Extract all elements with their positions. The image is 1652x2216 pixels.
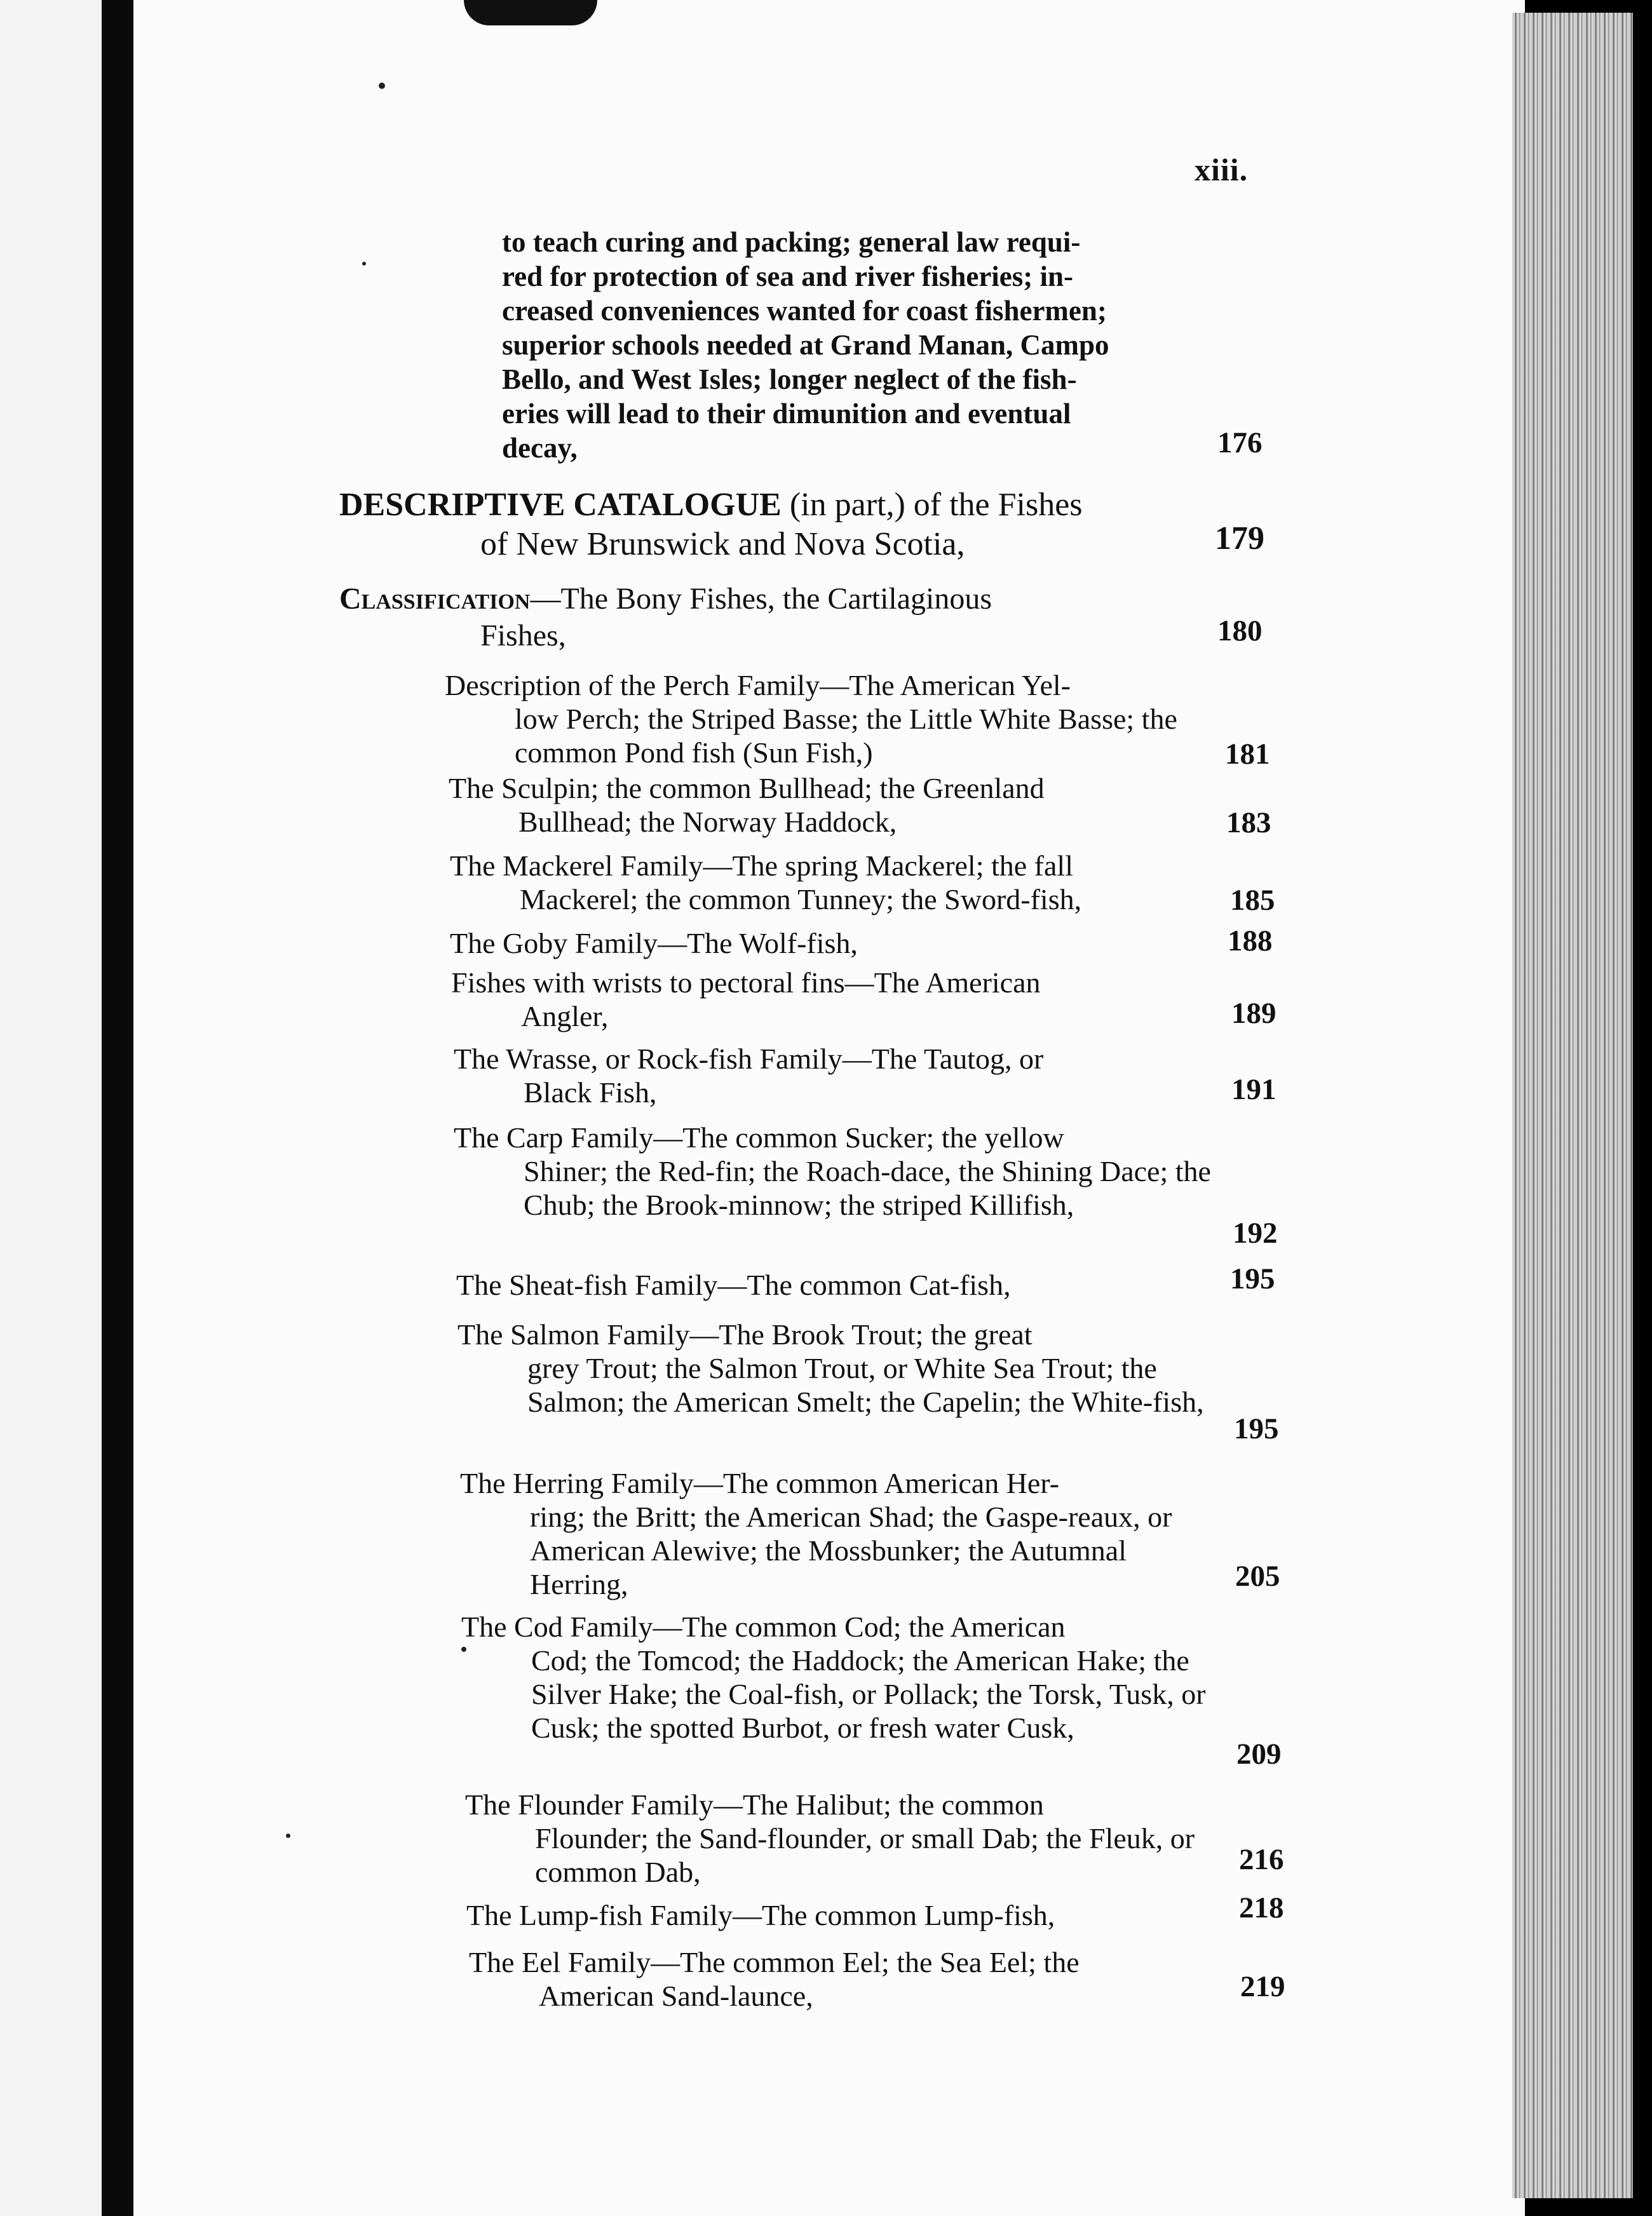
text-line: superior schools needed at Grand Manan, Campo bbox=[502, 329, 1109, 361]
catalogue-title: DESCRIPTIVE CATALOGUE bbox=[339, 487, 782, 523]
page-ref: 176 bbox=[1217, 426, 1263, 459]
page-ref: 216 bbox=[1239, 1843, 1284, 1876]
toc-entry bbox=[445, 668, 1214, 769]
toc-entry bbox=[454, 1121, 1222, 1222]
ink-speck bbox=[286, 1834, 290, 1838]
text-line: decay, bbox=[502, 432, 578, 464]
entry-first-line: The Carp Family—The common Sucker; the yellow bbox=[454, 1121, 1064, 1154]
entry-continuation: Angler, bbox=[521, 1000, 609, 1032]
text-line: creased conveniences wanted for coast fishermen; bbox=[502, 295, 1107, 327]
entry-first-line: The Mackerel Family—The spring Mackerel; the fall bbox=[450, 849, 1073, 882]
page-ref: 195 bbox=[1230, 1262, 1275, 1295]
page-ref: 181 bbox=[1225, 738, 1270, 771]
classification-text-2: Fishes, bbox=[480, 619, 566, 652]
page-ref: 188 bbox=[1228, 924, 1273, 957]
book-gutter bbox=[102, 0, 133, 2216]
catalogue-subtitle: (in part,) of the Fishes bbox=[781, 487, 1083, 523]
entry-continuation: grey Trout; the Salmon Trout, or White Sea Trout; the Salmon; the American Smelt; the Capelin; the White-fish, bbox=[527, 1352, 1204, 1418]
continued-entry bbox=[502, 225, 1207, 465]
entry-continuation: Mackerel; the common Tunney; the Sword-fish, bbox=[520, 883, 1082, 915]
entry-continuation: Cod; the Tomcod; the Haddock; the American Hake; the Silver Hake; the Coal-fish, or Pollack; the Torsk, Tusk, or Cusk; the spotted Burbot, or fresh water Cusk, bbox=[531, 1644, 1206, 1744]
toc-entry bbox=[466, 1898, 1235, 1932]
toc-entry bbox=[450, 849, 1219, 916]
entry-continuation: Black Fish, bbox=[524, 1076, 657, 1109]
toc-entry bbox=[456, 1268, 1225, 1302]
entry-first-line: The Sculpin; the common Bullhead; the Greenland bbox=[449, 772, 1045, 804]
toc-entry bbox=[460, 1466, 1229, 1601]
page-edges bbox=[1512, 13, 1633, 2198]
text-line: Bello, and West Isles; longer neglect of the fish- bbox=[502, 363, 1077, 395]
entry-first-line: The Sheat-fish Family—The common Cat-fish, bbox=[456, 1269, 1011, 1301]
classification-heading: Classification bbox=[339, 582, 531, 616]
catalogue-region: of New Brunswick and Nova Scotia, bbox=[480, 526, 965, 562]
catalogue-heading bbox=[339, 485, 1203, 564]
page-ref: 191 bbox=[1231, 1073, 1276, 1106]
ink-speck bbox=[362, 262, 366, 266]
page-ref: 179 bbox=[1215, 520, 1264, 557]
page-ref: 219 bbox=[1240, 1970, 1285, 2003]
entry-first-line: The Flounder Family—The Halibut; the common bbox=[465, 1788, 1044, 1821]
entry-first-line: Fishes with wrists to pectoral fins—The American bbox=[451, 966, 1041, 999]
page-ref: 209 bbox=[1236, 1738, 1282, 1771]
page-ref: 218 bbox=[1239, 1891, 1284, 1924]
ink-blot bbox=[464, 0, 597, 25]
entry-continuation: American Sand-launce, bbox=[539, 1980, 813, 2012]
page-ref: 185 bbox=[1230, 884, 1275, 917]
text-line: red for protection of sea and river fisheries; in- bbox=[502, 260, 1074, 292]
entry-continuation: Flounder; the Sand-flounder, or small Dab; the Fleuk, or common Dab, bbox=[535, 1822, 1195, 1888]
entry-continuation: ring; the Britt; the American Shad; the Gaspe-reaux, or American Alewive; the Mossbunker; the Autumnal Herring, bbox=[530, 1501, 1172, 1600]
facing-page-edge bbox=[0, 0, 102, 2216]
page-number: xiii. bbox=[1195, 152, 1249, 187]
page-ref: 189 bbox=[1231, 997, 1276, 1030]
entry-first-line: The Salmon Family—The Brook Trout; the great bbox=[457, 1318, 1032, 1351]
ink-speck bbox=[379, 83, 385, 89]
text-line: eries will lead to their dimunition and eventual bbox=[502, 398, 1071, 429]
entry-first-line: The Eel Family—The common Eel; the Sea Eel; the bbox=[469, 1946, 1080, 1978]
toc-entry bbox=[457, 1318, 1226, 1419]
page-ref: 205 bbox=[1235, 1560, 1280, 1593]
entry-first-line: Description of the Perch Family—The American Yel- bbox=[445, 669, 1071, 701]
toc-entry bbox=[469, 1945, 1238, 2013]
toc-entry bbox=[451, 966, 1220, 1033]
page-ref: 183 bbox=[1226, 806, 1271, 839]
classification-entry bbox=[339, 581, 1203, 654]
entry-continuation: Shiner; the Red-fin; the Roach-dace, the Shining Dace; the Chub; the Brook-minnow; the striped Killifish, bbox=[524, 1155, 1211, 1221]
entry-first-line: The Wrasse, or Rock-fish Family—The Tautog, or bbox=[454, 1043, 1044, 1075]
entry-first-line: The Lump-fish Family—The common Lump-fish, bbox=[466, 1899, 1055, 1931]
page-ref: 195 bbox=[1234, 1412, 1279, 1445]
entry-continuation: Bullhead; the Norway Haddock, bbox=[518, 806, 897, 838]
toc-entry bbox=[450, 926, 1219, 960]
toc-entry bbox=[449, 771, 1217, 839]
toc-entry bbox=[465, 1788, 1234, 1889]
page-ref: 180 bbox=[1217, 614, 1263, 647]
classification-text: —The Bony Fishes, the Cartilaginous bbox=[530, 582, 992, 616]
toc-entry bbox=[461, 1610, 1230, 1745]
toc-entry bbox=[454, 1042, 1222, 1109]
text-line: to teach curing and packing; general law requi- bbox=[502, 226, 1081, 258]
entry-first-line: The Goby Family—The Wolf-fish, bbox=[450, 927, 858, 959]
page-ref: 192 bbox=[1233, 1217, 1278, 1250]
entry-continuation: low Perch; the Striped Basse; the Little White Basse; the common Pond fish (Sun Fish,) bbox=[515, 703, 1177, 769]
entry-first-line: The Cod Family—The common Cod; the American bbox=[461, 1611, 1066, 1643]
entry-first-line: The Herring Family—The common American Her- bbox=[460, 1467, 1060, 1499]
